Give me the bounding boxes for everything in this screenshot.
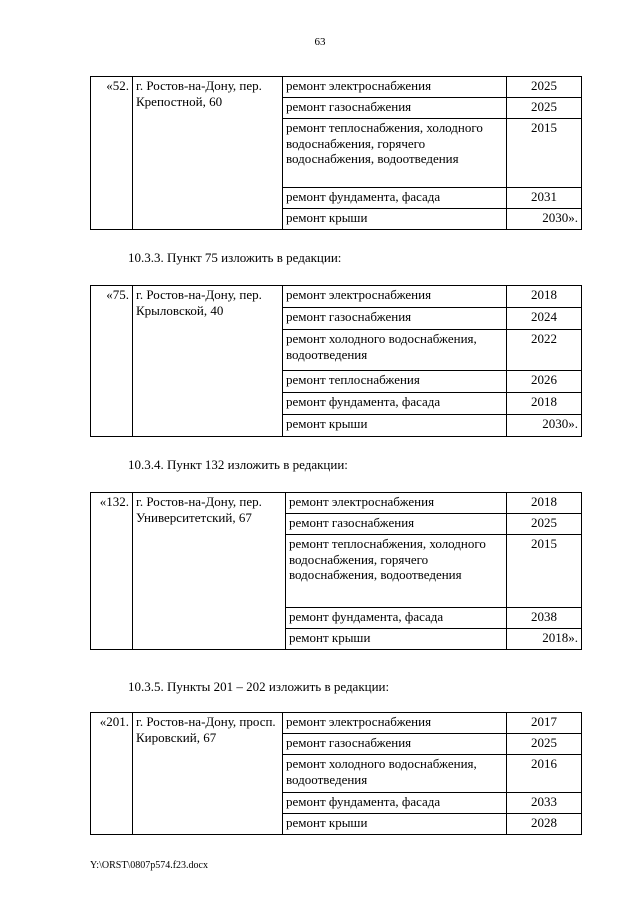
table-item-52 — [90, 76, 582, 230]
work-year: 2015 — [507, 535, 582, 608]
work-year: 2024 — [507, 308, 582, 330]
work-type: ремонт фундамента, фасада — [286, 608, 507, 629]
work-year: 2018 — [507, 493, 582, 514]
work-type: ремонт крыши — [286, 629, 507, 650]
table-item-75 — [90, 285, 582, 437]
work-type: ремонт теплоснабжения, холодного водоснабжения, горячего водоснабжения, водоотведения — [283, 119, 507, 188]
table-item-132 — [90, 492, 582, 650]
work-year: 2030». — [507, 415, 582, 437]
document-file-path: Y:\ORST\0807p574.f23.docx — [90, 860, 208, 871]
item-address: г. Ростов-на-Дону, пер. Крыловской, 40 — [133, 286, 283, 437]
table-row — [91, 77, 582, 98]
work-year: 2025 — [507, 77, 582, 98]
item-number: «201. — [91, 713, 133, 835]
work-type: ремонт крыши — [283, 814, 507, 835]
item-address: г. Ростов-на-Дону, пер. Университетский, 67 — [133, 493, 286, 650]
work-type: ремонт электроснабжения — [283, 286, 507, 308]
work-year: 2028 — [507, 814, 582, 835]
work-year: 2025 — [507, 514, 582, 535]
item-number: «132. — [91, 493, 133, 650]
work-type: ремонт теплоснабжения — [283, 371, 507, 393]
work-type: ремонт фундамента, фасада — [283, 793, 507, 814]
work-type: ремонт фундамента, фасада — [283, 188, 507, 209]
work-year: 2018 — [507, 286, 582, 308]
work-year: 2030». — [507, 209, 582, 230]
table-item-201 — [90, 712, 582, 835]
work-type: ремонт крыши — [283, 209, 507, 230]
work-type: ремонт электроснабжения — [286, 493, 507, 514]
work-year: 2033 — [507, 793, 582, 814]
work-year: 2025 — [507, 734, 582, 755]
page-number: 63 — [314, 36, 326, 48]
work-year: 2016 — [507, 755, 582, 793]
item-address: г. Ростов-на-Дону, пер. Крепостной, 60 — [133, 77, 283, 230]
table-row — [91, 713, 582, 734]
work-type: ремонт газоснабжения — [283, 98, 507, 119]
work-type: ремонт крыши — [283, 415, 507, 437]
section-heading: 10.3.5. Пункты 201 – 202 изложить в редакции: — [128, 679, 390, 694]
work-year: 2015 — [507, 119, 582, 188]
work-year: 2018 — [507, 393, 582, 415]
work-type: ремонт газоснабжения — [283, 308, 507, 330]
work-type: ремонт газоснабжения — [286, 514, 507, 535]
work-type: ремонт газоснабжения — [283, 734, 507, 755]
table-row — [91, 286, 582, 308]
work-type: ремонт холодного водоснабжения, водоотведения — [283, 755, 507, 793]
work-year: 2026 — [507, 371, 582, 393]
item-address: г. Ростов-на-Дону, просп. Кировский, 67 — [133, 713, 283, 835]
work-year: 2031 — [507, 188, 582, 209]
item-number: «75. — [91, 286, 133, 437]
item-number: «52. — [91, 77, 133, 230]
work-type: ремонт теплоснабжения, холодного водоснабжения, горячего водоснабжения, водоотведения — [286, 535, 507, 608]
section-heading: 10.3.3. Пункт 75 изложить в редакции: — [128, 250, 342, 265]
work-year: 2022 — [507, 330, 582, 371]
work-type: ремонт электроснабжения — [283, 77, 507, 98]
work-year: 2018». — [507, 629, 582, 650]
work-year: 2025 — [507, 98, 582, 119]
work-type: ремонт фундамента, фасада — [283, 393, 507, 415]
work-year: 2017 — [507, 713, 582, 734]
work-type: ремонт холодного водоснабжения, водоотведения — [283, 330, 507, 371]
work-type: ремонт электроснабжения — [283, 713, 507, 734]
section-heading: 10.3.4. Пункт 132 изложить в редакции: — [128, 457, 348, 472]
work-year: 2038 — [507, 608, 582, 629]
table-row — [91, 493, 582, 514]
